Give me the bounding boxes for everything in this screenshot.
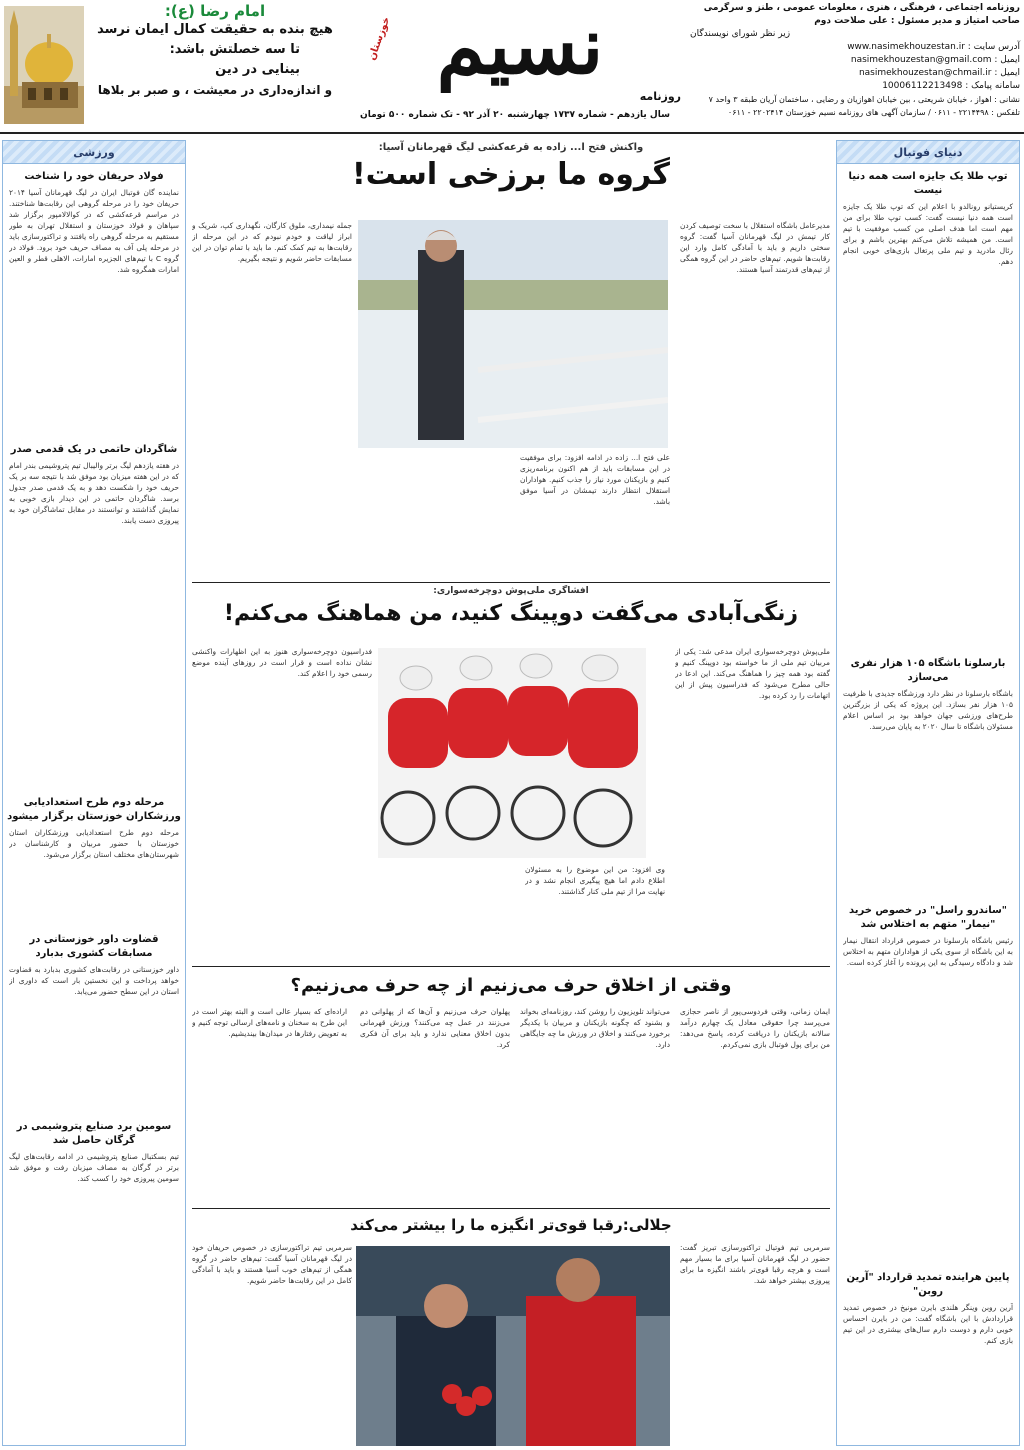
- right-item-head: بارسلونا باشگاه ۱۰۵ هزار نفری می‌سازد: [850, 658, 1006, 683]
- masthead-meta: [690, 2, 1020, 130]
- imam-quote-box: [0, 0, 345, 130]
- left-item: [3, 1120, 185, 1321]
- right-item-text: آرین روبن وینگر هلندی بایرن مونیخ در خصوص تمدید قراردادش با این باشگاه گفت: من در بایرن احساس خوبی دارم و دوست دارم سال‌های بیشتری در این تیم بازی کنم.: [843, 1303, 1013, 1345]
- portrait-photo: [358, 220, 668, 448]
- meta-line: ایمیل : nasimekhouzestan@gmail.com: [850, 55, 1020, 65]
- left-item: [3, 933, 185, 1114]
- story-2-col-a: ملی‌پوش دوچرخه‌سواری ایران مدعی شد: یکی از مربیان تیم ملی از ما خواسته بود دوپینگ کنیم و گفته بود همه چیز را هماهنگ می‌کند. این ادعا در حالی مطرح می‌شود که فدراسیون پیش از این اتهامات را رد کرده بود.: [675, 647, 830, 700]
- left-column-title: ورزشی: [3, 141, 185, 164]
- coach-player-photo: [356, 1246, 670, 1446]
- left-item-head: شاگردان حاتمی در یک قدمی صدر: [10, 444, 178, 455]
- left-item-text: داور خوزستانی در رقابت‌های کشوری بدبارد به قضاوت خواهد پرداخت و این نخستین بار است که داوری از استان در این سطح حضور می‌یابد.: [9, 965, 179, 996]
- left-item-text: تیم بسکتبال صنایع پتروشیمی در ادامه رقابت‌های لیگ برتر در گرگان به مصاف میزبان رفت و موفق شد سومین پیروزی خود را کسب کند.: [9, 1152, 179, 1183]
- meta-line: ایمیل : nasimekhouzestan@chmail.ir: [858, 68, 1020, 78]
- right-item: [837, 904, 1019, 1265]
- story-4: [192, 1212, 830, 1448]
- story-2-col-b: وی افزود: من این موضوع را به مسئولان اطلاع دادم اما هیچ پیگیری انجام نشد و در نهایت مرا از تیم ملی کنار گذاشتند.: [525, 865, 665, 896]
- left-item-head: فولاد حریفان خود را شناخت: [24, 171, 164, 182]
- story-2: [192, 586, 830, 962]
- imam-quote-line: و اندازه‌داری در معیشت ، و صبر بر بلاها: [97, 83, 333, 97]
- story-3: [192, 970, 830, 1204]
- right-item: [837, 1271, 1019, 1450]
- meta-line: روزنامه اجتماعی ، فرهنگی ، هنری ، معلومات عمومی ، طنز و سرگرمی: [703, 3, 1020, 13]
- left-item-head: قضاوت داور خوزستانی در مسابقات کشوری بدبارد: [29, 934, 159, 959]
- right-football-column: [836, 140, 1020, 1446]
- left-item: [3, 443, 185, 790]
- right-item: [837, 657, 1019, 898]
- story-2-col-c: فدراسیون دوچرخه‌سواری هنوز به این اظهارات واکنشی نشان نداده است و قرار است در روزهای آینده موضع رسمی خود را اعلام کند.: [192, 647, 372, 678]
- meta-line: تلفکس : ۲۲۱۴۴۹۸ - ۰۶۱۱ / سازمان آگهی های روزنامه نسیم خوزستان ۲۲۰۲۴۱۴ - ۰۶۱۱: [727, 108, 1020, 117]
- section-divider: [192, 1208, 830, 1209]
- left-item-head: سومین برد صنایع پتروشیمی در گرگان حاصل شد: [16, 1121, 172, 1146]
- story-3-col-b: می‌تواند تلویزیون را روشن کند، روزنامه‌ای بخواند و بشنود که چگونه بازیکنان و مربیان با یکدیگر برخورد می‌کنند و اخلاق در ورزش ما چه جایگاهی دارد.: [520, 1007, 670, 1049]
- left-item: [3, 170, 185, 437]
- section-divider: [192, 582, 830, 583]
- left-item-head: مرحله دوم طرح استعدادیابی ورزشکاران خوزستان برگزار میشود: [7, 797, 181, 822]
- story-2-kicker: افشاگری ملی‌پوش دوچرخه‌سواری:: [433, 586, 589, 596]
- imam-quote-title: امام رضا (ع):: [164, 2, 266, 20]
- left-sports-column: [2, 140, 186, 1446]
- meta-line: صاحب امتیاز و مدیر مسئول : علی صلاحت دوم: [814, 16, 1020, 26]
- story-4-col-b: سرمربی تیم تراکتورسازی در خصوص حریفان خود در لیگ قهرمانان آسیا گفت: تیم‌های حاضر در گروه همگی از تیم‌های خوب آسیا هستند و باید با آمادگی کامل در این رقابت‌ها حاضر شویم.: [192, 1243, 352, 1285]
- story-1-kicker: واکنش فتح ا... زاده به قرعه‌کشی لیگ قهرمانان آسیا:: [378, 142, 644, 153]
- right-item-head: پایین هراینده تمدید قرارداد "آرین روبن": [846, 1272, 1010, 1297]
- masthead-divider: [0, 132, 1024, 134]
- right-item-text: کریستیانو رونالدو با اعلام این که توپ طلا یک جایزه است همه دنیا نیست گفت: کسب توپ طلا برای من مهم است اما هدف اصلی من کسب موفقیت با تیم است. من همیشه تلاش می‌کنم بهترین باشم و برای رئال مادرید و تیم ملی پرتغال بازی‌های خوبی انجام دهم.: [843, 202, 1013, 266]
- logo-text: نسیم: [436, 1, 604, 92]
- story-1-col-b: علی فتح ا... زاده در ادامه افزود: برای موفقیت در این مسابقات باید از هم اکنون برنامه‌ریزی کنیم و بازیکنان مورد نیاز را جذب کنیم. هواداران استقلال انتظار دارند تیمشان در آسیا موفق باشد.: [520, 453, 670, 506]
- meta-line: زیر نظر شورای نویسندگان: [690, 29, 791, 39]
- right-item-head: "ساندرو راسل" در خصوص خرید "نیمار" متهم به اختلاس شد: [848, 905, 1007, 930]
- masthead-logo: [345, 0, 685, 130]
- right-column-title: دنیای فوتبال: [837, 141, 1019, 164]
- meta-line: سامانه پیامک : 10006112213498: [882, 81, 1020, 91]
- section-divider: [192, 966, 830, 967]
- right-item-head: توپ طلا یک جایزه است همه دنیا نیست: [848, 171, 1008, 196]
- logo-region: خوزستان: [366, 15, 393, 62]
- cyclists-photo: [378, 648, 646, 858]
- story-3-col-c: پهلوان حرف می‌زنیم و آن‌ها که از پهلوانی دم می‌زنند در عمل چه می‌کنند؟ ورزش قهرمانی بدون اخلاق معنایی ندارد و باید برای آن فکری کرد.: [360, 1007, 510, 1049]
- imam-quote-line: تا سه خصلتش باشد:: [169, 42, 300, 57]
- meta-line: نشانی : اهواز ، خیابان شریعتی ، بین خیابان اهوازیان و رضایی ، ساختمان آریان طبقه ۳ واحد ۷: [708, 95, 1020, 104]
- imam-quote-line: بینایی در دین: [215, 62, 300, 77]
- story-1: [192, 140, 830, 580]
- right-item: [837, 170, 1019, 651]
- imam-quote-line: هیچ بنده به حقیقت کمال ایمان نرسد: [97, 22, 333, 37]
- left-item-text: مرحله دوم طرح استعدادیابی ورزشکاران استان خوزستان با حضور مربیان و کارشناسان در شهرستان‌های مختلف استان برگزار می‌شود.: [9, 828, 179, 859]
- left-item-text: در هفته یازدهم لیگ برتر والیبال تیم پتروشیمی بندر امام که در این هفته میزبان بود موفق شد با نتیجه سه بر یک حریف خود را شکست دهد و به یک قدمی صدر جدول برسد. شاگردان حاتمی در این دیدار بازی خوبی به نمایش گذاشتند و توانستند در مقابل تماشاگران خود به پیروزی دست یابند.: [9, 461, 179, 525]
- meta-line: آدرس سایت : www.nasimekhouzestan.ir: [847, 42, 1020, 52]
- story-1-col-a: مدیرعامل باشگاه استقلال با سخت توصیف کردن کار تیمش در لیگ قهرمانان آسیا گفت: گروه سختی داریم و باید با آمادگی کامل وارد این رقابت‌ها شویم. تیم‌های حاضر در این گروه همگی از تیم‌های قدرتمند آسیا هستند.: [680, 221, 830, 274]
- story-1-headline: گروه ما برزخی است!: [351, 157, 671, 192]
- story-1-col-c: جمله نیمداری، ملوق کارگان، نگهداری کپ، شریک و ابراز لیاقت و خودم نبودم که در این مرحله از رقابت‌ها به تیم کمک کنم. ما باید با تمام توان در این مسابقات حاضر شویم و نتیجه بگیریم.: [192, 221, 352, 263]
- story-2-headline: زنگی‌آبادی می‌گفت دوپینگ کنید، من هماهنگ می‌کنم!: [223, 601, 799, 626]
- story-3-col-d: اراده‌ای که بسیار عالی است و البته بهتر است در این طرح به سخنان و نامه‌های ارسالی توجه کنیم و به تعویض رفتارها در میدان‌ها بیندیشیم.: [192, 1007, 347, 1038]
- right-item-text: رئیس باشگاه بارسلونا در خصوص قرارداد انتقال نیمار به این باشگاه از سوی یکی از هواداران متهم به اختلاس شد و دادگاه رسیدگی به این پرونده را آغاز کرده است.: [843, 936, 1013, 967]
- left-item-text: نماینده گان فوتبال ایران در لیگ قهرمانان آسیا ۲۰۱۴ حریفان خود را در مرحله گروهی این رقابت‌ها شناختند. در مراسم قرعه‌کشی که در کوالالامپور برگزار شد سپاهان و فولاد خوزستان و استقلال تهران به طور مستقیم به مرحله گروهی راه یافتند و تراکتورسازی باید در مرحله پلی آف به مصاف حریف خود برود. فولاد در گروه C با تیم‌های الجزیره امارات، الاهلی قطر و العین امارات همگروه شد.: [9, 188, 179, 274]
- story-3-col-a: ایمان زمانی، وقتی فردوسی‌پور از ناصر حجازی می‌پرسد چرا حقوقی معادل یک چهارم درآمد سالانه بازیکنان را دریافت کرده، پاسخ می‌دهد: من برای پول فوتبال بازی نمی‌کردم.: [680, 1007, 830, 1049]
- logo-prefix: روزنامه: [639, 90, 681, 103]
- story-4-col-a: سرمربی تیم فوتبال تراکتورسازی تبریز گفت: حضور در لیگ قهرمانان آسیا برای ما بسیار مهم است و هرچه رقبا قوی‌تر باشند انگیزه ما برای پیروزی بیشتر خواهد شد.: [680, 1243, 830, 1285]
- left-item: [3, 796, 185, 927]
- shrine-image: [4, 6, 84, 124]
- story-4-headline: جلالی:رقبا قوی‌تر انگیزه ما را بیشتر می‌کند: [350, 1216, 672, 1234]
- story-3-headline: وقتی از اخلاق حرف می‌زنیم از چه حرف می‌زنیم؟: [290, 975, 732, 996]
- issue-line: سال یازدهم - شماره ۱۷۳۷ چهارشنبه ۲۰ آذر ۹۲ - تک شماره ۵۰۰ تومان: [360, 110, 670, 120]
- right-item-text: باشگاه بارسلونا در نظر دارد ورزشگاه جدیدی با ظرفیت ۱۰۵ هزار نفر بسازد. این پروژه که یکی از بزرگترین طرح‌های ورزشی جهان خواهد بود بر اساس اعلام مسئولان باشگاه تا سال ۲۰۲۰ به پایان می‌رسد.: [843, 689, 1013, 731]
